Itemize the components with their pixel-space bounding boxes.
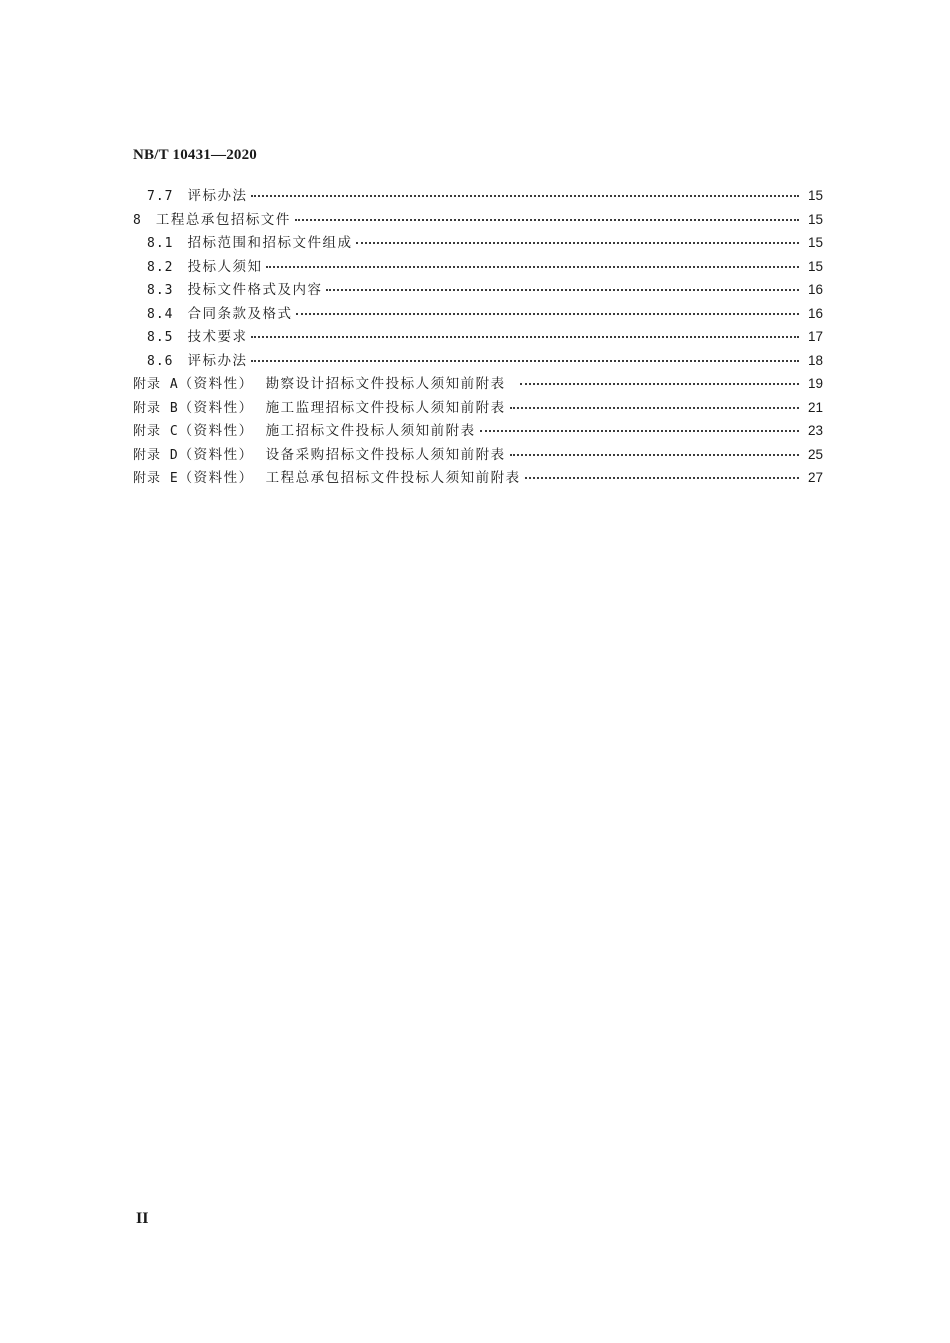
toc-leader-dots xyxy=(251,195,799,197)
toc-entry-title: 投标文件格式及内容 xyxy=(187,282,323,298)
toc-entry-page: 15 xyxy=(807,258,823,274)
toc-entry-page: 18 xyxy=(807,352,823,368)
toc-entry-number: 附录 E xyxy=(133,471,179,486)
toc-entry-annotation: （资料性） xyxy=(178,399,254,416)
toc-entry-8-6[interactable] xyxy=(133,349,823,373)
table-of-contents xyxy=(133,184,823,490)
toc-entry-8-1[interactable] xyxy=(133,231,823,255)
toc-entry-number: 8.4 xyxy=(147,306,174,322)
toc-entry-title: 勘察设计招标文件投标人须知前附表 xyxy=(265,376,506,392)
toc-entry-title: 合同条款及格式 xyxy=(187,305,293,322)
toc-entry-page: 25 xyxy=(807,446,823,462)
toc-leader-dots xyxy=(520,383,799,385)
toc-entry-number: 8.3 xyxy=(147,283,174,298)
toc-entry-number: 附录 D xyxy=(133,447,179,463)
toc-entry-page: 23 xyxy=(807,423,823,438)
toc-leader-dots xyxy=(295,219,799,221)
toc-entry-annotation: （资料性） xyxy=(178,470,254,486)
toc-entry-number: 附录 A xyxy=(133,377,179,392)
toc-leader-dots xyxy=(296,313,799,315)
toc-entry-number: 8.5 xyxy=(147,330,174,345)
toc-entry-page: 15 xyxy=(807,188,823,203)
toc-entry-8-2[interactable] xyxy=(133,255,823,279)
toc-entry-number: 8.2 xyxy=(147,259,174,275)
toc-leader-dots xyxy=(266,266,799,268)
toc-entry-number: 8.1 xyxy=(147,236,174,251)
toc-entry-page: 16 xyxy=(807,282,823,297)
toc-entry-appendix-c[interactable] xyxy=(133,419,823,443)
toc-entry-title: 招标范围和招标文件组成 xyxy=(187,235,353,251)
toc-entry-title: 投标人须知 xyxy=(187,258,263,275)
toc-entry-page: 21 xyxy=(807,399,823,415)
toc-entry-7-7[interactable] xyxy=(133,184,823,208)
toc-entry-title: 评标办法 xyxy=(187,352,248,369)
toc-entry-title: 工程总承包招标文件投标人须知前附表 xyxy=(265,470,521,486)
toc-entry-8[interactable] xyxy=(133,208,823,232)
toc-entry-annotation: （资料性） xyxy=(178,446,254,463)
toc-entry-annotation: （资料性） xyxy=(178,376,254,392)
toc-entry-number: 附录 B xyxy=(133,400,179,416)
page-number: II xyxy=(136,1210,149,1227)
toc-entry-page: 15 xyxy=(807,211,823,227)
toc-entry-number: 7.7 xyxy=(147,189,174,204)
toc-leader-dots xyxy=(510,454,799,456)
toc-entry-title: 评标办法 xyxy=(187,188,248,204)
toc-entry-8-5[interactable] xyxy=(133,325,823,349)
toc-entry-number: 8 xyxy=(133,212,142,228)
toc-entry-page: 19 xyxy=(807,376,823,391)
toc-leader-dots xyxy=(251,336,799,338)
toc-entry-title: 设备采购招标文件投标人须知前附表 xyxy=(265,446,506,463)
toc-leader-dots xyxy=(480,430,799,432)
toc-entry-8-4[interactable] xyxy=(133,302,823,326)
standard-code: NB/T 10431—2020 xyxy=(133,147,257,163)
toc-leader-dots xyxy=(525,477,799,479)
toc-leader-dots xyxy=(326,289,799,291)
toc-entry-page: 16 xyxy=(807,305,823,321)
toc-leader-dots xyxy=(251,360,799,362)
toc-entry-appendix-b[interactable] xyxy=(133,396,823,420)
toc-entry-page: 27 xyxy=(807,470,823,485)
toc-entry-appendix-e[interactable] xyxy=(133,466,823,490)
toc-entry-title: 技术要求 xyxy=(187,329,248,345)
toc-entry-annotation: （资料性） xyxy=(178,423,254,439)
toc-entry-number: 8.6 xyxy=(147,353,174,369)
toc-entry-page: 15 xyxy=(807,235,823,250)
toc-entry-title: 施工招标文件投标人须知前附表 xyxy=(265,423,476,439)
toc-entry-appendix-a[interactable] xyxy=(133,372,823,396)
toc-entry-number: 附录 C xyxy=(133,424,179,439)
toc-leader-dots xyxy=(510,407,799,409)
toc-entry-8-3[interactable] xyxy=(133,278,823,302)
toc-entry-page: 17 xyxy=(807,329,823,344)
toc-entry-title: 施工监理招标文件投标人须知前附表 xyxy=(265,399,506,416)
toc-entry-appendix-d[interactable] xyxy=(133,443,823,467)
toc-leader-dots xyxy=(356,242,799,244)
toc-entry-title: 工程总承包招标文件 xyxy=(155,211,291,228)
